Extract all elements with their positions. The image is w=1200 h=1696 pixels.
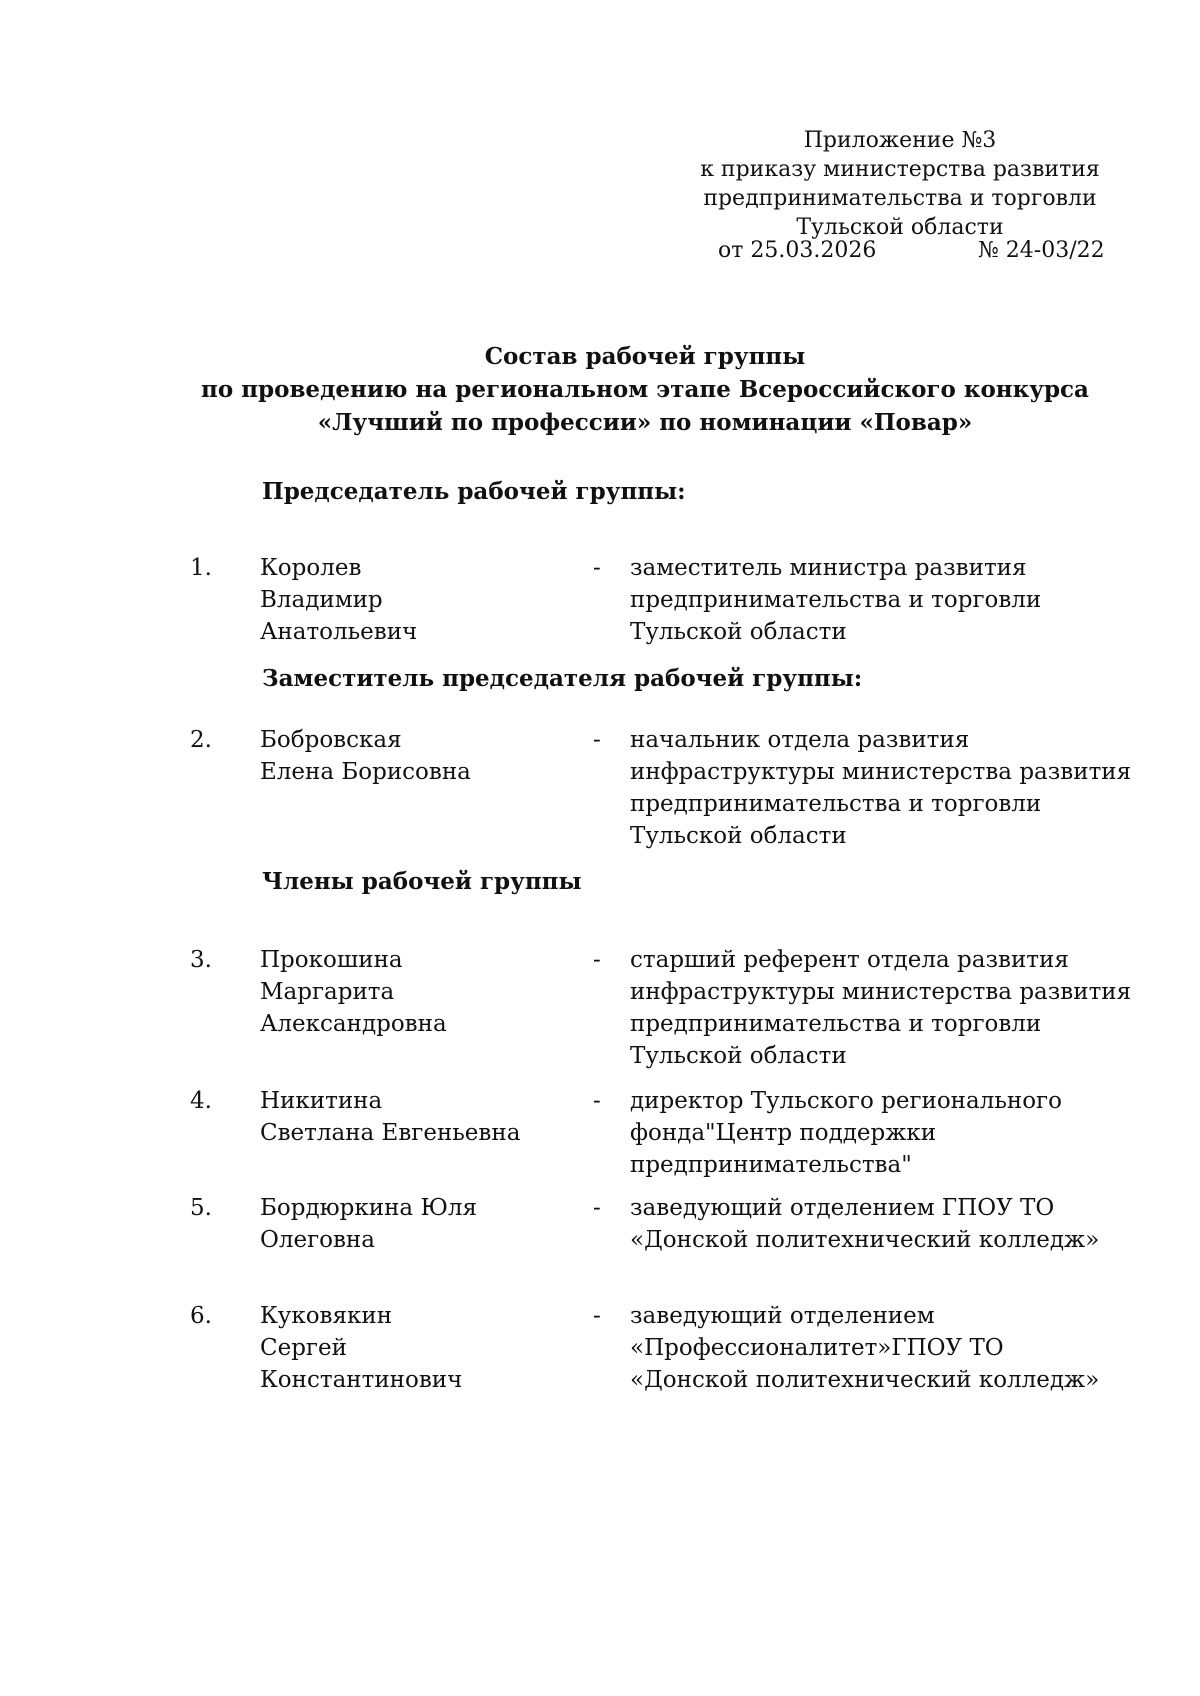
member-number: 1.: [190, 555, 212, 581]
section-heading-members: Члены рабочей группы: [262, 868, 582, 895]
section-heading-deputy: Заместитель председателя рабочей группы:: [262, 665, 863, 692]
member-name: Куковякин Сергей Константинович: [260, 1303, 463, 1393]
member-name: Королев Владимир Анатольевич: [260, 555, 418, 645]
section-heading-chairman: Председатель рабочей группы:: [262, 478, 686, 505]
member-name: Бобровская Елена Борисовна: [260, 727, 471, 785]
member-position: заведующий отделением «Профессионалитет»ГПОУ ТО «Донской политехнический колледж»: [630, 1303, 1100, 1393]
member-name: Бордюркина Юля Олеговна: [260, 1195, 478, 1253]
appendix-line: Приложение №3: [803, 128, 997, 153]
member-number: 5.: [190, 1195, 212, 1221]
member-dash: -: [593, 947, 601, 973]
member-dash: -: [593, 555, 601, 581]
appendix-line: предпринимательства и торговли: [703, 186, 1097, 211]
appendix-line: к приказу министерства развития: [700, 157, 1100, 182]
member-number: 4.: [190, 1088, 212, 1114]
title-line: по проведению на региональном этапе Всероссийского конкурса: [201, 376, 1089, 403]
document-title: [170, 340, 1120, 439]
appendix-header: [700, 126, 1100, 242]
title-line: «Лучший по профессии» по номинации «Повар»: [317, 409, 973, 436]
order-date: от 25.03.2026: [718, 238, 877, 263]
member-number: 6.: [190, 1303, 212, 1329]
member-dash: -: [593, 1088, 601, 1114]
member-position: заведующий отделением ГПОУ ТО «Донской политехнический колледж»: [630, 1195, 1100, 1253]
member-dash: -: [593, 1303, 601, 1329]
order-number: № 24-03/22: [978, 238, 1105, 263]
member-position: начальник отдела развития инфраструктуры министерства развития предпринимательства и торговли Тульской области: [630, 727, 1132, 849]
member-number: 3.: [190, 947, 212, 973]
member-name: Никитина Светлана Евгеньевна: [260, 1088, 521, 1146]
member-position: заместитель министра развития предпринимательства и торговли Тульской области: [630, 555, 1042, 645]
member-number: 2.: [190, 727, 212, 753]
member-position: старший референт отдела развития инфраструктуры министерства развития предпринимательства и торговли Тульской области: [630, 947, 1132, 1069]
member-name: Прокошина Маргарита Александровна: [260, 947, 447, 1037]
member-dash: -: [593, 1195, 601, 1221]
appendix-line: Тульской области: [796, 215, 1004, 240]
member-dash: -: [593, 727, 601, 753]
member-position: директор Тульского регионального фонда"Центр поддержки предпринимательства": [630, 1088, 1062, 1178]
title-line: Состав рабочей группы: [484, 343, 806, 370]
